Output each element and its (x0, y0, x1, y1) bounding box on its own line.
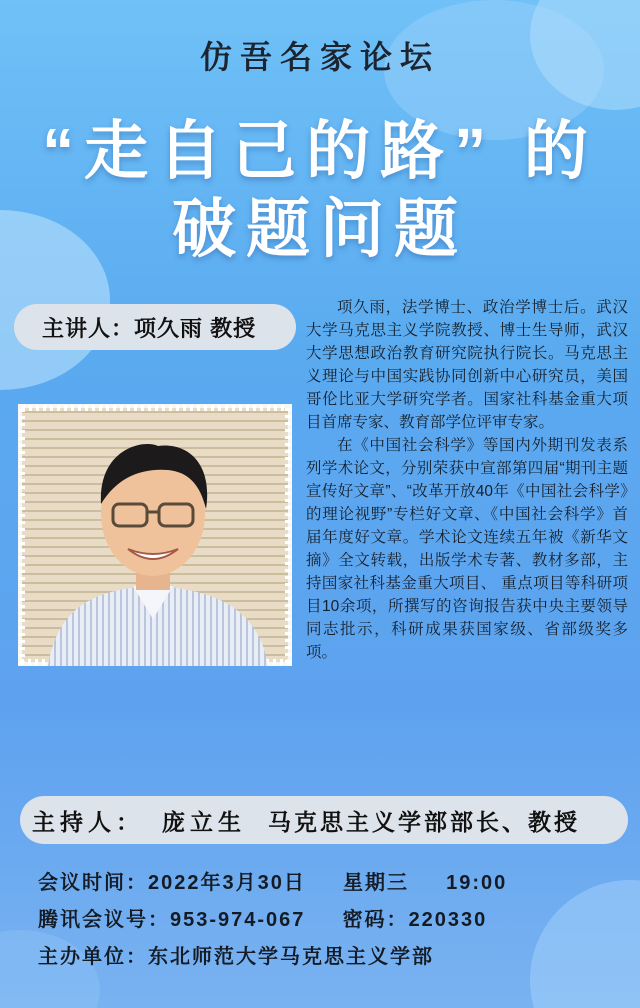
password-label: 密码： (342, 909, 409, 931)
time-weekday: 星期三 (343, 872, 409, 894)
speaker-photo (18, 404, 292, 666)
speaker-label: 主讲人：项久雨 教授 (42, 315, 257, 341)
meeting-id: 953-974-067 (170, 909, 306, 931)
bio-paragraph: 项久雨，法学博士、政治学博士后。武汉大学马克思主义学院教授、博士生导师，武汉大学思想政治教育研究院执行院长。马克思主义理论与中国实践协同创新中心研究员，美国哥伦比亚大学研究学者。国家社科基金重大项目首席专家、教育部学位评审专家。 (306, 299, 628, 431)
meeting-id-row (38, 903, 487, 932)
meeting-password: 220330 (408, 909, 488, 931)
time-date: 2022年3月30日 (148, 872, 306, 894)
speaker-badge (14, 304, 296, 350)
host-name: 庞立生 (162, 808, 246, 835)
lecture-title-line1: “走自己的路” 的 (42, 115, 598, 187)
time-clock: 19:00 (446, 872, 508, 894)
host-title: 马克思主义学部部长、教授 (268, 808, 580, 835)
host-label: 主持人： (32, 808, 144, 835)
bio-paragraph: 在《中国社会科学》等国内外期刊发表系列学术论文，分别荣获中宣部第四届“期刊主题宣传好文章”、“改革开放40年《中国社会科学》的理论视野”专栏好文章、《中国社会科学》首届年度好文章。学术论文连续五年被《新华文摘》全文转载，出版学术专著、教材多部，主持国家社科基金重大项目、 重点项目等科研项目10余项，所撰写的咨询报告获中央主要领导同志批示，科研成果获国家级、省部级奖多项。 (306, 437, 628, 661)
meeting-id-label: 腾讯会议号： (38, 909, 170, 931)
speaker-bio (306, 296, 628, 664)
time-label: 会议时间： (38, 872, 148, 894)
organizer-name: 东北师范大学马克思主义学部 (148, 946, 434, 968)
meeting-time-row (38, 866, 507, 895)
lecture-title-line2: 破题问题 (172, 193, 468, 265)
organizer-label: 主办单位： (38, 946, 148, 968)
forum-name: 仿吾名家论坛 (199, 39, 440, 75)
host-badge (20, 796, 628, 844)
organizer-row (38, 940, 434, 969)
speaker-photo-image (18, 404, 292, 666)
decor-bubble (530, 880, 640, 1008)
